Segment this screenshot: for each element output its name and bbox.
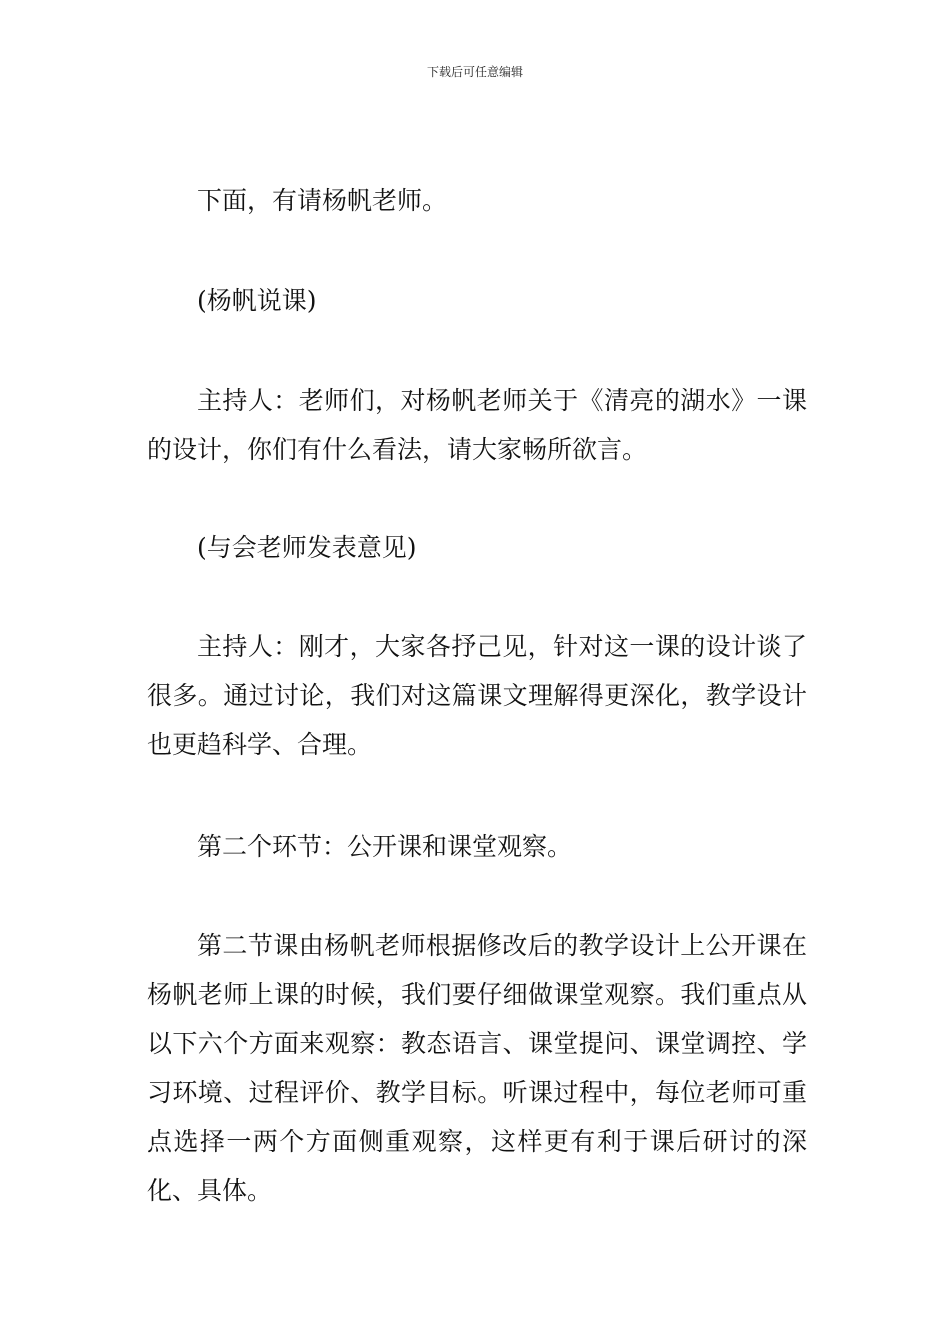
paragraph-open-class-description: 第二节课由杨帆老师根据修改后的教学设计上公开课在杨帆老师上课的时候，我们要仔细做课堂观察。我们重点从以下六个方面来观察：教态语言、课堂提问、课堂调控、学习环境、过程评价、教学目标。听课过程中，每位老师可重点选择一两个方面侧重观察，这样更有利于课后研讨的深化、具体。 (147, 931, 807, 1205)
page-header: 下载后可任意编辑 (426, 65, 523, 79)
paragraph-teacher-opinions-note: (与会老师发表意见) (197, 533, 417, 562)
paragraph-second-session-title: 第二个环节：公开课和课堂观察。 (197, 832, 573, 861)
paragraph-lesson-talk-note: (杨帆说课) (197, 286, 317, 315)
paragraph-host-question: 主持人：老师们，对杨帆老师关于《清亮的湖水》一课的设计，你们有什么看法，请大家畅所欲言。 (147, 386, 807, 464)
paragraph-host-summary: 主持人：刚才，大家各抒己见，针对这一课的设计谈了很多。通过讨论，我们对这篇课文理解得更深化，教学设计也更趋科学、合理。 (147, 632, 807, 759)
paragraph-invite-speaker: 下面，有请杨帆老师。 (197, 186, 448, 215)
